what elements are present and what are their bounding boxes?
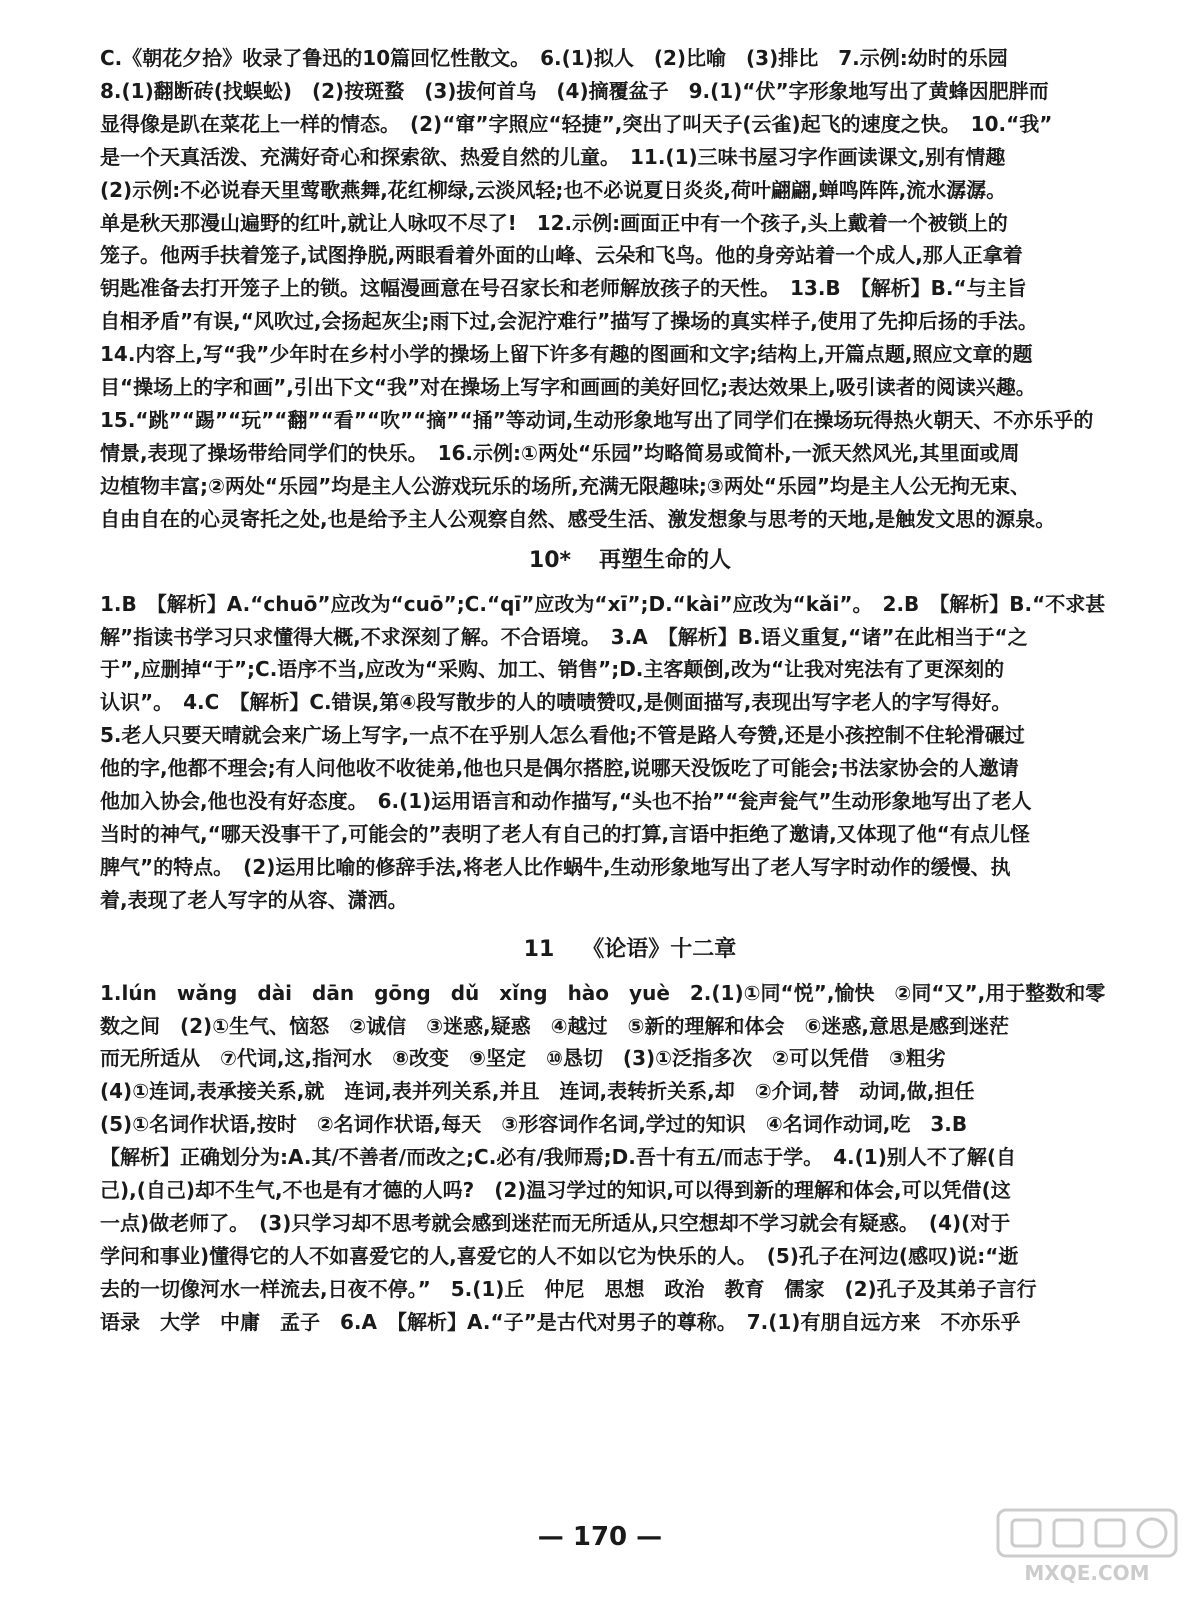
answer-line: 5.老人只要天晴就会来广场上写字,一点不在乎别人怎么看他;不管是路人夸赞,还是小孩控制不住轮滑碾过 xyxy=(100,723,1025,748)
svg-text:MXQE.COM: MXQE.COM xyxy=(1024,1561,1150,1585)
answer-line: 脾气”的特点。 (2)运用比喻的修辞手法,将老人比作蜗牛,生动形象地写出了老人写字时动作的缓慢、执 xyxy=(100,854,1011,879)
answer-line: 15.“跳”“踢”“玩”“翻”“看”“吹”“摘”“捅”等动词,生动形象地写出了同学们在操场玩得热火朝天、不亦乐乎的 xyxy=(100,407,1094,432)
section-number: 10* xyxy=(528,547,572,573)
answer-line: 解”指读书学习只求懂得大概,不求深刻了解。不合语境。 3.A 【解析】B.语义重复,“诸”在此相当于“之 xyxy=(100,624,1028,649)
answer-line: 自由自在的心灵寄托之处,也是给予主人公观察自然、感受生活、激发想象与思考的天地,是触发文思的源泉。 xyxy=(100,506,1056,531)
answer-line: 数之间 (2)①生气、恼怒 ②诚信 ③迷惑,疑惑 ④越过 ⑤新的理解和体会 ⑥迷惑,意思是感到迷茫 xyxy=(100,1013,1009,1038)
answer-block-chapter-10 xyxy=(100,588,1160,917)
watermark-logo-icon xyxy=(992,1506,1182,1586)
answer-line: (4)①连词,表承接关系,就 连词,表并列关系,并且 连词,表转折关系,却 ②介词,替 动词,做,担任 xyxy=(100,1079,975,1104)
answer-line: 认识”。 4.C 【解析】C.错误,第④段写散步的人的啧啧赞叹,是侧面描写,表现出写字老人的字写得好。 xyxy=(100,690,1012,715)
answer-line: 8.(1)翻断砖(找蜈蚣) (2)按斑蝥 (3)拔何首乌 (4)摘覆盆子 9.(1)“伏”字形象地写出了黄蜂因肥胖而 xyxy=(100,78,1049,103)
answer-line: 于”,应删掉“于”;C.语序不当,应改为“采购、加工、销售”;D.主客颠倒,改为“让我对宪法有了更深刻的 xyxy=(100,657,1005,682)
answer-line: 是一个天真活泼、充满好奇心和探索欲、热爱自然的儿童。 11.(1)三味书屋习字作画读课文,别有情趣 xyxy=(100,144,1006,169)
answer-line: 14.内容上,写“我”少年时在乡村小学的操场上留下许多有趣的图画和文字;结构上,开篇点题,照应文章的题 xyxy=(100,342,1033,367)
answer-line: 着,表现了老人写字的从容、潇洒。 xyxy=(100,887,408,912)
section-title: 《论语》十二章 xyxy=(582,936,737,962)
answer-line: (2)示例:不必说春天里莺歌燕舞,花红柳绿,云淡风轻;也不必说夏日炎炎,荷叶翩翩,蝉鸣阵阵,流水潺潺。 xyxy=(100,177,1007,202)
answer-line: 学问和事业)懂得它的人不如喜爱它的人,喜爱它的人不如以它为快乐的人。 (5)孔子在河边(感叹)说:“逝 xyxy=(100,1243,1019,1268)
answer-line: 笼子。他两手扶着笼子,试图挣脱,两眼看着外面的山峰、云朵和飞鸟。他的身旁站着一个成人,那人正拿着 xyxy=(100,243,1023,268)
section-heading-11 xyxy=(100,935,1160,965)
answer-line: 一点)做老师了。 (3)只学习却不思考就会感到迷茫而无所适从,只空想却不学习就会有疑惑。 (4)(对于 xyxy=(100,1211,1011,1235)
answer-block-chapter-9 xyxy=(100,42,1160,536)
section-heading-10 xyxy=(100,546,1160,576)
page-number: — 170 — xyxy=(537,1522,663,1552)
answer-line: 情景,表现了操场带给同学们的快乐。 16.示例:①两处“乐园”均略简易或简朴,一派天然风光,其里面或周 xyxy=(100,440,1020,465)
answer-line: 他的字,他都不理会;有人问他收不收徒弟,他也只是偶尔搭腔,说哪天没饭吃了可能会;书法家协会的人邀请 xyxy=(100,756,1019,781)
answer-line: 去的一切像河水一样流去,日夜不停。” 5.(1)丘 仲尼 思想 政治 教育 儒家 (2)孔子及其弟子言行 xyxy=(100,1276,1037,1301)
answer-block-chapter-11 xyxy=(100,977,1160,1339)
answer-line: 他加入协会,他也没有好态度。 6.(1)运用语言和动作描写,“头也不抬”“瓮声瓮气”生动形象地写出了老人 xyxy=(100,789,1032,814)
answer-line: 显得像是趴在菜花上一样的情态。 (2)“窜”字照应“轻捷”,突出了叫天子(云雀)起飞的速度之快。 10.“我” xyxy=(100,111,1053,136)
answer-line: 边植物丰富;②两处“乐园”均是主人公游戏玩乐的场所,充满无限趣味;③两处“乐园”均是主人公无拘无束、 xyxy=(100,473,1031,498)
section-number: 11 xyxy=(523,936,555,962)
answer-line: 当时的神气,“哪天没事干了,可能会的”表明了老人有自己的打算,言语中拒绝了邀请,又体现了他“有点儿怪 xyxy=(100,821,1030,846)
answer-line: 【解析】正确划分为:A.其/不善者/而改之;C.必有/我师焉;D.吾十有五/而志于学。 4.(1)别人不了解(自 xyxy=(100,1145,1016,1170)
answer-line: 钥匙准备去打开笼子上的锁。这幅漫画意在号召家长和老师解放孩子的天性。 13.B 【解析】B.“与主旨 xyxy=(100,276,1027,301)
answer-line: 己),(自己)却不生气,不也是有才德的人吗? (2)温习学过的知识,可以得到新的理解和体会,可以凭借(这 xyxy=(100,1178,1011,1203)
answer-line: 目“操场上的字和画”,引出下文“我”对在操场上写字和画画的美好回忆;表达效果上,吸引读者的阅读兴趣。 xyxy=(100,375,1036,400)
answer-line: 单是秋天那漫山遍野的红叶,就让人咏叹不尽了! 12.示例:画面正中有一个孩子,头上戴着一个被锁上的 xyxy=(100,210,1008,235)
answer-line: 1.B 【解析】A.“chuō”应改为“cuō”;C.“qī”应改为“xī”;D.“kài”应改为“kǎi”。 2.B 【解析】B.“不求甚 xyxy=(100,591,1106,616)
answer-line: 语录 大学 中庸 孟子 6.A 【解析】A.“子”是古代对男子的尊称。 7.(1)有朋自远方来 不亦乐乎 xyxy=(100,1309,1021,1334)
answer-line: 而无所适从 ⑦代词,这,指河水 ⑧改变 ⑨坚定 ⑩恳切 (3)①泛指多次 ②可以凭借 ③粗劣 xyxy=(100,1046,946,1071)
section-title: 再塑生命的人 xyxy=(599,547,732,573)
answer-line: 自相矛盾”有误,“风吹过,会扬起灰尘;雨下过,会泥泞难行”描写了操场的真实样子,使用了先抑后扬的手法。 xyxy=(100,309,1038,334)
answer-line: C.《朝花夕拾》收录了鲁迅的10篇回忆性散文。 6.(1)拟人 (2)比喻 (3)排比 7.示例:幼时的乐园 xyxy=(100,46,1008,70)
answer-line: 1.lún wǎng dài dān gōng dǔ xǐng hào yuè 2.(1)①同“悦”,愉快 ②同“又”,用于整数和零 xyxy=(100,980,1106,1005)
answer-line: (5)①名词作状语,按时 ②名词作状语,每天 ③形容词作名词,学过的知识 ④名词作动词,吃 3.B xyxy=(100,1112,968,1137)
answer-page xyxy=(100,42,1160,1339)
